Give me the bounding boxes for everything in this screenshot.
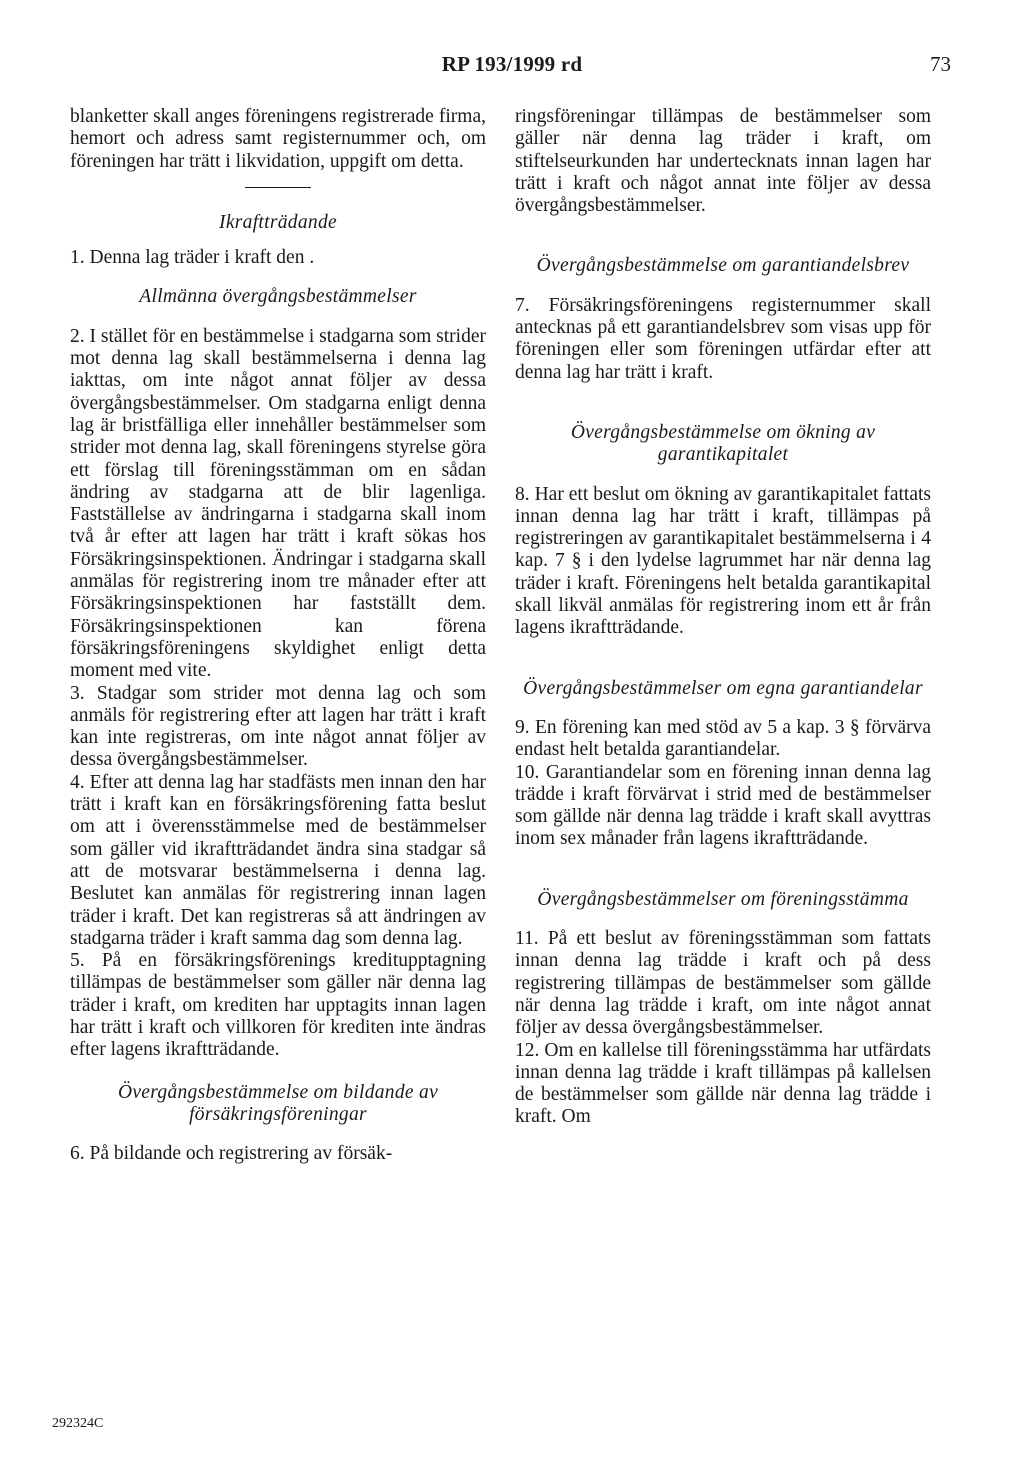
paragraph-9: 9. En förening kan med stöd av 5 a kap. 3 § förvärva endast helt betalda garantiandelar. — [515, 716, 931, 761]
continuation-paragraph: ringsföreningar tillämpas de bestämmelser som gäller när denna lag träder i kraft, om stiftelseurkunden har undertecknats innan lagen har trätt i kraft och något annat inte följer av dessa övergångsbestämmelser. — [515, 106, 931, 217]
paragraph-3: 3. Stadgar som strider mot denna lag och som anmäls för registrering efter att lagen har trätt i kraft kan inte registreras, om inte något annat följer av dessa övergångsbestämmelser. — [70, 682, 486, 771]
paragraph-1: 1. Denna lag träder i kraft den . — [70, 247, 315, 269]
print-code: 292324C — [52, 1416, 104, 1431]
heading-allmanna: Allmänna övergångsbestämmelser — [139, 286, 417, 308]
paragraph-2: 2. I stället för en bestämmelse i stadgarna som strider mot denna lag skall bestämmelserna i denna lag iakttas, om inte något annat följer av dessa övergångsbestämmelser. Om stadgarna enligt denna lag är bristfälliga eller innehåller bestämmelser som strider mot denna lag, skall föreningens styrelse göra ett förslag till föreningsstämman om en sådan ändring av stadgarna att de blir lagenliga. Fastställelse av ändringarna i stadgarna skall inom två år efter att lagen har trätt i kraft sökas hos Försäkringsinspektionen. Ändringar i stadgarna skall anmälas för registrering inom tre månader efter att Försäkringsinspektionen har fastställt dem. Försäkringsinspektionen kan förena försäkringsföreningens skyldighet enligt detta moment med vite. — [70, 325, 486, 682]
intro-paragraph: blanketter skall anges föreningens registrerade firma, hemort och adress samt registernummer och, om föreningen har trätt i likvidation, uppgift om detta. — [70, 106, 486, 172]
paragraph-5: 5. På en försäkringsförenings kreditupptagning tillämpas de bestämmelser som gäller när denna lag träder i kraft, om krediten har upptagits innan lagen har trätt i kraft och villkoren för krediten inte ändras efter lagens ikraftträdande. — [70, 950, 486, 1061]
heading-garantiandelsbrev: Övergångsbestämmelse om garantiandelsbrev — [536, 255, 910, 277]
right-column — [515, 106, 931, 1129]
heading-bildande: Övergångsbestämmelse om bildande av försäkringsföreningar — [117, 1081, 439, 1125]
running-header-title: RP 193/1999 rd — [441, 52, 583, 76]
heading-foreningsstamma: Övergångsbestämmelser om föreningsstämma — [537, 888, 909, 910]
paragraph-10: 10. Garantiandelar som en förening innan denna lag trädde i kraft förvärvat i strid med de bestämmelser som gällde när denna lag trädde i kraft skall avyttras inom sex månader från lagens ikraftträdande. — [515, 761, 931, 850]
heading-okning: Övergångsbestämmelse om ökning av garantikapitalet — [570, 421, 876, 466]
paragraph-4: 4. Efter att denna lag har stadfästs men innan den har trätt i kraft kan en försäkringsförening fatta beslut om att i överensstämmelse med de bestämmelser som gäller vid ikraftträdandet ändra sina stadgar så att de motsvarar bestämmelserna i denna lag. Beslutet kan anmälas för registrering innan lagen träder i kraft. Det kan registreras så att ändringen av stadgarna träder i kraft samma dag som denna lag. — [70, 771, 486, 949]
paragraph-8: 8. Har ett beslut om ökning av garantikapitalet fattats innan denna lag har trätt i kraft, tillämpas på registreringen av garantikapitalet bestämmelserna i 4 kap. 7 § i den lydelse lagrummet har när denna lag träder i kraft. Föreningens helt betalda garantikapital skall likväl anmälas för registrering inom ett år från lagens ikraftträdande. — [515, 483, 931, 639]
heading-egna-garantiandelar: Övergångsbestämmelser om egna garantiandelar — [523, 677, 923, 699]
paragraph-12: 12. Om en kallelse till föreningsstämma har utfärdats innan denna lag trädde i kraft tillämpas på kallelsen de bestämmelser som gällde när denna lag trädde i kraft. Om — [515, 1039, 931, 1128]
page-number: 73 — [930, 52, 951, 76]
paragraph-11: 11. På ett beslut av föreningsstämman som fattats innan denna lag trädde i kraft och på dess registrering tillämpas de bestämmelser som gällde när denna lag trädde i kraft, om inte något annat följer av dessa övergångsbestämmelser. — [515, 928, 931, 1039]
heading-ikrafttradande: Ikraftträdande — [219, 211, 337, 233]
left-column — [70, 106, 486, 1165]
paragraph-6: 6. På bildande och registrering av försäk- — [70, 1143, 393, 1165]
paragraph-7: 7. Försäkringsföreningens registernummer skall antecknas på ett garantiandelsbrev som visas upp för föreningen eller som föreningen utfärdar efter att denna lag har trätt i kraft. — [515, 294, 931, 383]
